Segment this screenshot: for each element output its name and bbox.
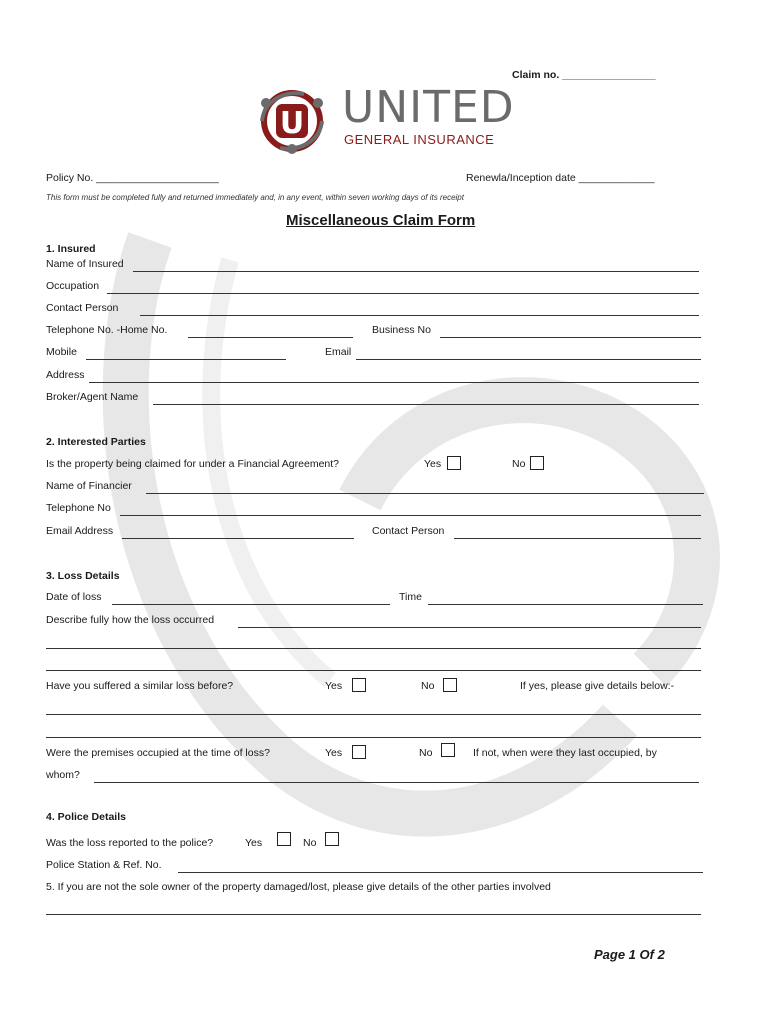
- financial-yes-checkbox[interactable]: [447, 456, 461, 470]
- if-not-occupied-label: If not, when were they last occupied, by: [473, 747, 657, 759]
- similar-loss-question: Have you suffered a similar loss before?: [46, 680, 234, 692]
- occupied-question: Were the premises occupied at the time of loss?: [46, 747, 270, 759]
- similar-details-input-1[interactable]: [46, 714, 701, 715]
- financial-yes-label: Yes: [424, 458, 442, 470]
- page-number: Page 1 Of 2: [594, 947, 665, 962]
- financial-no-checkbox[interactable]: [530, 456, 544, 470]
- telephone-home-input[interactable]: [188, 337, 353, 338]
- occupation-label: Occupation: [46, 280, 100, 292]
- brand-subtitle: GENERAL INSURANCE: [344, 132, 495, 147]
- similar-no-checkbox[interactable]: [443, 678, 457, 692]
- interested-contact-label: Contact Person: [372, 525, 445, 537]
- time-input[interactable]: [428, 604, 703, 605]
- interested-contact-input[interactable]: [454, 538, 701, 539]
- similar-yes-checkbox[interactable]: [352, 678, 366, 692]
- whom-label: whom?: [46, 769, 80, 781]
- name-of-insured-input[interactable]: [133, 271, 699, 272]
- police-no-label: No: [303, 837, 317, 849]
- renewal-date-field: Renewla/Inception date _____________: [466, 172, 655, 184]
- mobile-label: Mobile: [46, 346, 77, 358]
- interested-telephone-label: Telephone No: [46, 502, 111, 514]
- logo-letter: U: [279, 106, 305, 141]
- section-insured-heading: 1. Insured: [46, 243, 96, 255]
- business-no-input[interactable]: [440, 337, 701, 338]
- form-title: Miscellaneous Claim Form: [286, 212, 476, 229]
- email-input[interactable]: [356, 359, 701, 360]
- police-no-checkbox[interactable]: [325, 832, 339, 846]
- financier-label: Name of Financier: [46, 480, 132, 492]
- similar-yes-label: Yes: [325, 680, 343, 692]
- describe-loss-input-2[interactable]: [46, 648, 701, 649]
- policy-number-field: Policy No. _____________________: [46, 172, 219, 184]
- financier-input[interactable]: [146, 493, 704, 494]
- police-yes-checkbox[interactable]: [277, 832, 291, 846]
- section-loss-heading: 3. Loss Details: [46, 570, 120, 582]
- time-label: Time: [399, 591, 422, 603]
- date-of-loss-input[interactable]: [112, 604, 390, 605]
- whom-input[interactable]: [94, 782, 699, 783]
- occupied-no-checkbox[interactable]: [441, 743, 455, 757]
- section-police-heading: 4. Police Details: [46, 811, 126, 823]
- broker-label: Broker/Agent Name: [46, 391, 139, 403]
- occupied-yes-checkbox[interactable]: [352, 745, 366, 759]
- claim-number: Claim no. ________________: [512, 69, 656, 81]
- date-of-loss-label: Date of loss: [46, 591, 102, 603]
- logo-emblem-icon: [256, 88, 334, 154]
- email-label: Email: [325, 346, 352, 358]
- brand-name: UNITED: [342, 82, 515, 133]
- mobile-input[interactable]: [86, 359, 286, 360]
- describe-loss-label: Describe fully how the loss occurred: [46, 614, 215, 626]
- section-interested-heading: 2. Interested Parties: [46, 436, 146, 448]
- interested-email-label: Email Address: [46, 525, 114, 537]
- contact-person-input[interactable]: [140, 315, 699, 316]
- occupied-no-label: No: [419, 747, 433, 759]
- interested-email-input[interactable]: [122, 538, 354, 539]
- telephone-home-label: Telephone No. -Home No.: [46, 324, 168, 336]
- if-yes-details-label: If yes, please give details below:-: [520, 680, 675, 692]
- police-station-input[interactable]: [178, 872, 703, 873]
- contact-person-label: Contact Person: [46, 302, 119, 314]
- police-reported-question: Was the loss reported to the police?: [46, 837, 214, 849]
- other-parties-input[interactable]: [46, 914, 701, 915]
- company-logo: [256, 82, 518, 154]
- occupation-input[interactable]: [107, 293, 699, 294]
- business-no-label: Business No: [372, 324, 431, 336]
- broker-input[interactable]: [153, 404, 699, 405]
- describe-loss-input-3[interactable]: [46, 670, 701, 671]
- financial-agreement-question: Is the property being claimed for under a Financial Agreement?: [46, 458, 340, 470]
- financial-no-label: No: [512, 458, 526, 470]
- other-parties-label: 5. If you are not the sole owner of the property damaged/lost, please give details of the other parties involved: [46, 881, 551, 893]
- similar-details-input-2[interactable]: [46, 737, 701, 738]
- completion-note: This form must be completed fully and returned immediately and, in any event, within seven working days of its receipt: [46, 193, 464, 202]
- name-of-insured-label: Name of Insured: [46, 258, 124, 270]
- similar-no-label: No: [421, 680, 435, 692]
- police-yes-label: Yes: [245, 837, 263, 849]
- police-station-label: Police Station & Ref. No.: [46, 859, 162, 871]
- address-input[interactable]: [89, 382, 699, 383]
- occupied-yes-label: Yes: [325, 747, 343, 759]
- address-label: Address: [46, 369, 85, 381]
- interested-telephone-input[interactable]: [120, 515, 701, 516]
- describe-loss-input-1[interactable]: [238, 627, 701, 628]
